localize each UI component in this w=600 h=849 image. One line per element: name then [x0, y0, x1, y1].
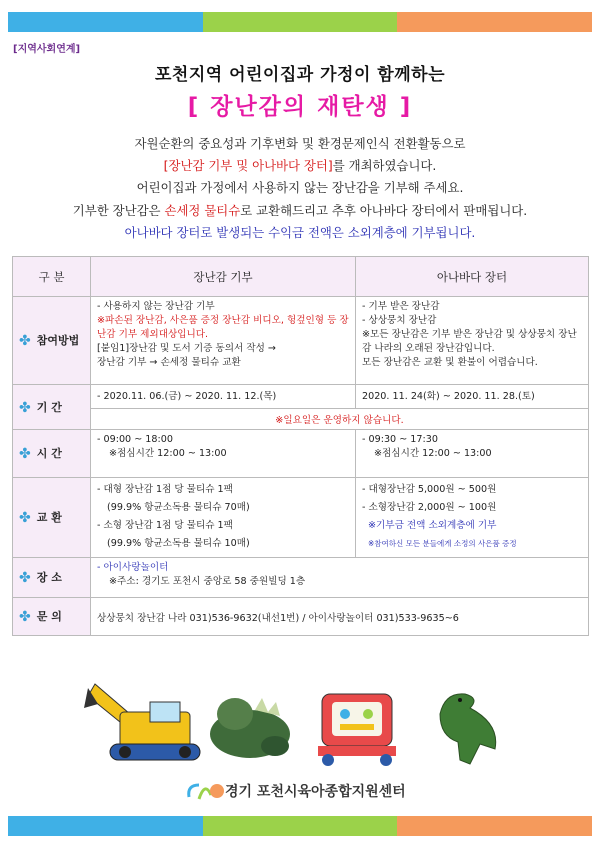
- method-market: [356, 297, 589, 385]
- intro-line-4a: 기부한 장난감은: [72, 202, 165, 218]
- cell-line: (99.9% 항균소독용 물티슈 10매): [107, 538, 250, 549]
- label-time-text: 시 간: [36, 447, 62, 460]
- period-market: 2020. 11. 24(화) ~ 2020. 11. 28.(토): [356, 385, 589, 409]
- header-category: 구 분: [13, 257, 91, 297]
- footer-logo: [185, 777, 406, 805]
- intro-line-2-rest: 를 개최하였습니다.: [332, 158, 437, 174]
- row-method: [13, 297, 589, 385]
- period-donation: - 2020.11. 06.(금) ~ 2020. 11. 12.(목): [91, 385, 356, 409]
- intro-text: [0, 133, 600, 244]
- clover-icon: ✤: [19, 570, 31, 586]
- label-period-text: 기 간: [36, 400, 62, 414]
- bar-orange: [397, 12, 592, 32]
- row-period-note: [13, 409, 589, 430]
- cell-line: ※점심시간 12:00 ~ 13:00: [374, 448, 492, 459]
- dinosaur-plush-icon: [210, 698, 290, 758]
- row-period: [13, 385, 589, 409]
- center-logo-icon: [185, 777, 225, 805]
- event-name: [장난감 기부 및 아나바다 장터]: [163, 158, 333, 174]
- clover-icon: ✤: [19, 399, 31, 416]
- label-time: [13, 430, 91, 478]
- row-exchange: [13, 478, 589, 558]
- intro-line-3: 어린이집과 가정에서 사용하지 않는 장난감을 기부해 주세요.: [136, 180, 464, 196]
- bar-green: [203, 12, 398, 32]
- label-place-text: 장 소: [36, 571, 62, 584]
- label-exchange: [13, 478, 91, 558]
- intro-line-1: 자원순환의 중요성과 기후변화 및 환경문제인식 전환활동으로: [134, 136, 466, 151]
- intro-line-2: [0, 155, 600, 177]
- cell-line: - 대형장난감 5,000원 ~ 500원: [362, 484, 497, 495]
- clover-icon: ✤: [19, 446, 31, 462]
- bar-blue: [8, 816, 203, 836]
- table-header-row: [13, 257, 589, 297]
- cell-line: ※주소: 경기도 포천시 중앙로 58 중원빌딩 1층: [109, 576, 306, 587]
- header-market: 아나바다 장터: [356, 257, 589, 297]
- bar-blue: [8, 12, 203, 32]
- cell-line: - 상상뭉치 장난감: [362, 315, 437, 326]
- time-market: [356, 430, 589, 478]
- clover-icon: ✤: [19, 609, 31, 625]
- label-exchange-text: 교 환: [36, 511, 62, 524]
- header-donation: 장난감 기부: [91, 257, 356, 297]
- cell-line: - 소형장난감 2,000원 ~ 100원: [362, 502, 497, 513]
- place-value: [91, 558, 589, 598]
- label-contact-text: 문 의: [36, 610, 62, 623]
- exchange-donation: [91, 478, 356, 558]
- wipes-highlight: 손세정 물티슈: [164, 202, 241, 218]
- toy-illustrations: [0, 674, 600, 774]
- cell-line: (99.9% 항균소독용 물티슈 70매): [107, 502, 250, 513]
- row-contact: [13, 598, 589, 636]
- clover-icon: ✤: [19, 510, 31, 526]
- page-subtitle: [ 장난감의 재탄생 ]: [187, 94, 413, 120]
- method-donation: [91, 297, 356, 385]
- page-title: 포천지역 어린이집과 가정이 함께하는: [154, 65, 445, 85]
- contact-value: 상상뭉치 장난감 나라 031)536-9632(내선1번) / 아이사랑놀이터 031)533-9635~6: [91, 598, 589, 636]
- bar-green: [203, 816, 398, 836]
- cell-line: ※기부금 전액 소외계층에 기부: [368, 520, 497, 531]
- label-place: [13, 558, 91, 598]
- excavator-icon: [84, 684, 200, 760]
- cell-line: - 09:30 ~ 17:30: [362, 434, 438, 445]
- cell-line: - 소형 장난감 1점 당 물티슈 1팩: [97, 520, 233, 531]
- bottom-color-bar: [8, 816, 592, 836]
- cell-line: - 기부 받은 장난감: [362, 301, 440, 312]
- cell-line: - 사용하지 않는 장난감 기부: [97, 301, 215, 312]
- category-tag: [지역사회연계]: [13, 44, 81, 55]
- intro-line-5: 아나바다 장터로 발생되는 수익금 전액은 소외계층에 기부됩니다.: [124, 224, 476, 240]
- clover-icon: ✤: [19, 333, 31, 349]
- baby-walker-icon: [318, 694, 396, 766]
- cell-line: - 09:00 ~ 18:00: [97, 434, 173, 445]
- intro-line-4: [0, 200, 600, 222]
- label-method-text: 참여방법: [36, 334, 80, 347]
- cell-line: ※파손된 장난감, 사은품 증정 장난감 비디오, 헝겊인형 등 장난감 기부 제외대상입니다.: [97, 315, 349, 340]
- cell-line: - 아이사랑놀이터: [97, 562, 169, 573]
- row-place: [13, 558, 589, 598]
- cell-line: - 대형 장난감 1점 당 물티슈 1팩: [97, 484, 233, 495]
- period-note: ※일요일은 운영하지 않습니다.: [91, 409, 589, 430]
- cell-line: 모든 장난감은 교환 및 환불이 어렵습니다.: [362, 357, 538, 368]
- cell-line: ※점심시간 12:00 ~ 13:00: [109, 448, 227, 459]
- label-contact: [13, 598, 91, 636]
- info-table: [12, 256, 589, 636]
- label-period: [13, 385, 91, 430]
- time-donation: [91, 430, 356, 478]
- t-rex-icon: [440, 694, 496, 764]
- label-method: [13, 297, 91, 385]
- intro-line-4c: 로 교환해드리고 추후 아나바다 장터에서 판매됩니다.: [240, 202, 528, 218]
- exchange-market: [356, 478, 589, 558]
- cell-line: ※모든 장난감은 기부 받은 장난감 및 상상뭉치 장난감 나라의 오래된 장난감입니다.: [362, 329, 577, 354]
- cell-line: 장난감 기부 → 손세정 물티슈 교환: [97, 357, 241, 368]
- row-time: [13, 430, 589, 478]
- cell-line: ※참여하신 모든 분들에게 소정의 사은품 증정: [368, 539, 517, 548]
- bar-orange: [397, 816, 592, 836]
- org-name: 경기 포천시육아종합지원센터: [225, 784, 406, 800]
- cell-line: [붙임1]장난감 및 도서 기증 동의서 작성 →: [97, 343, 276, 354]
- top-color-bar: [8, 12, 592, 32]
